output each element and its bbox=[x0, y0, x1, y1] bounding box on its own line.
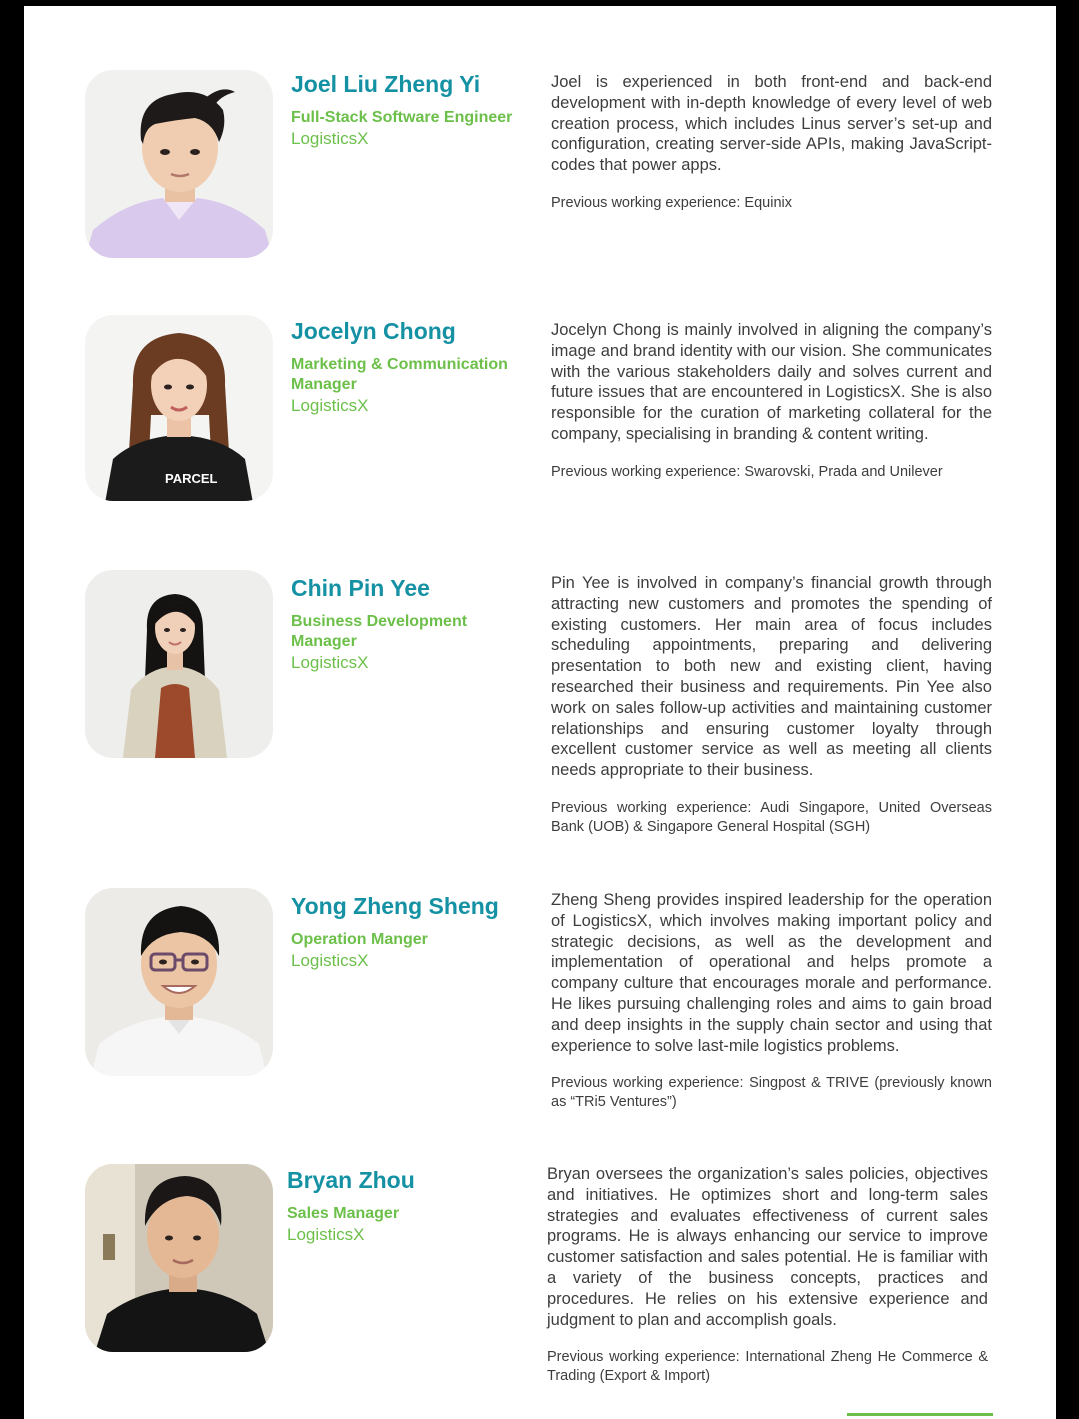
member-bio bbox=[551, 320, 992, 482]
member-previous-experience: Previous working experience: Equinix bbox=[551, 194, 792, 211]
member-description: Zheng Sheng provides inspired leadership for the operation of LogisticsX, which involves making important policy and strategic decisions, as well as the development and implementation of operational and helps promote a company culture that encourages morale and performance. He likes pursuing challenging roles and aims to gain broad and deep insights in the supply chain sector and using that experience to solve last-mile logistics problems. bbox=[551, 891, 992, 1055]
member-bio bbox=[551, 573, 992, 837]
member-name: Chin Pin Yee bbox=[291, 575, 430, 601]
member-company: LogisticsX bbox=[287, 1225, 365, 1244]
member-name: Yong Zheng Sheng bbox=[291, 893, 499, 919]
member-role: Operation Manger bbox=[291, 931, 428, 948]
portrait-pin-yee bbox=[85, 570, 273, 758]
portrait-jocelyn bbox=[85, 315, 273, 501]
member-name: Joel Liu Zheng Yi bbox=[291, 71, 481, 97]
member-info bbox=[291, 574, 531, 673]
profile-photo-bryan bbox=[85, 1164, 273, 1352]
member-role: Sales Manager bbox=[287, 1205, 400, 1222]
member-company: LogisticsX bbox=[291, 396, 369, 415]
shirt-logo-text: PARCEL bbox=[165, 471, 218, 486]
member-bio bbox=[547, 1164, 988, 1386]
member-previous-experience: Previous working experience: Audi Singapore, United Overseas Bank (UOB) & Singapore General Hospital (SGH) bbox=[551, 799, 992, 835]
profile-photo-jocelyn bbox=[85, 315, 273, 501]
portrait-joel bbox=[85, 70, 273, 258]
member-previous-experience: Previous working experience: International Zheng He Commerce & Trading (Export & Import) bbox=[547, 1349, 988, 1385]
member-company: LogisticsX bbox=[291, 951, 369, 970]
portrait-bryan bbox=[85, 1164, 273, 1352]
member-previous-experience: Previous working experience: Swarovski, Prada and Unilever bbox=[551, 463, 943, 480]
member-info bbox=[291, 317, 531, 416]
team-page bbox=[24, 6, 1056, 1419]
footer-accent-line bbox=[847, 1413, 993, 1416]
member-previous-experience: Previous working experience: Singpost & TRIVE (previously known as “TRi5 Ventures”) bbox=[551, 1075, 992, 1111]
member-company: LogisticsX bbox=[291, 129, 369, 148]
member-role: Full-Stack Software Engineer bbox=[291, 109, 513, 126]
member-role: Marketing & Communication Manager bbox=[291, 356, 508, 393]
profile-photo-pin-yee bbox=[85, 570, 273, 758]
member-description: Bryan oversees the organization’s sales policies, objectives and initiatives. He optimizes short and long-term sales strategies and evaluates effectiveness of current sales programs. He is always enhancing our service to improve customer satisfaction and sales potential. He is familiar with a variety of the business concepts, practices and procedures. He relies on his extensive experience and judgment to plan and accomplish goals. bbox=[547, 1165, 988, 1329]
portrait-zheng-sheng bbox=[85, 888, 273, 1076]
profile-photo-zheng-sheng bbox=[85, 888, 273, 1076]
member-info bbox=[291, 892, 531, 971]
member-description: Joel is experienced in both front-end and back-end development with in-depth knowledge of every level of web creation process, which includes Linus server’s set-up and configuration, creating server-side APIs, making JavaScript-codes that power apps. bbox=[551, 73, 992, 175]
member-description: Pin Yee is involved in company’s financial growth through attracting new customers and promotes the spending of existing customers. Her main area of focus includes scheduling appointments, preparing and delivering presentation to both new and existing client, having researched their business and requirements. Pin Yee also work on sales follow-up activities and maintaining customer relationships and ensuring customer loyalty through excellent customer service as well as meeting all clients needs appropriate to their business. bbox=[551, 574, 992, 780]
member-bio bbox=[551, 890, 992, 1112]
profile-photo-joel bbox=[85, 70, 273, 258]
member-info bbox=[287, 1166, 527, 1245]
member-company: LogisticsX bbox=[291, 653, 369, 672]
member-info bbox=[291, 70, 531, 149]
member-description: Jocelyn Chong is mainly involved in aligning the company’s image and brand identity with our vision. She communicates with the various stakeholders daily and solves current and future issues that are encountered in LogisticsX. She is also responsible for the curation of marketing collateral for the company, specialising in branding & content writing. bbox=[551, 321, 992, 443]
member-name: Bryan Zhou bbox=[287, 1167, 415, 1193]
member-bio bbox=[551, 72, 992, 213]
member-name: Jocelyn Chong bbox=[291, 318, 456, 344]
member-role: Business Development Manager bbox=[291, 613, 468, 650]
